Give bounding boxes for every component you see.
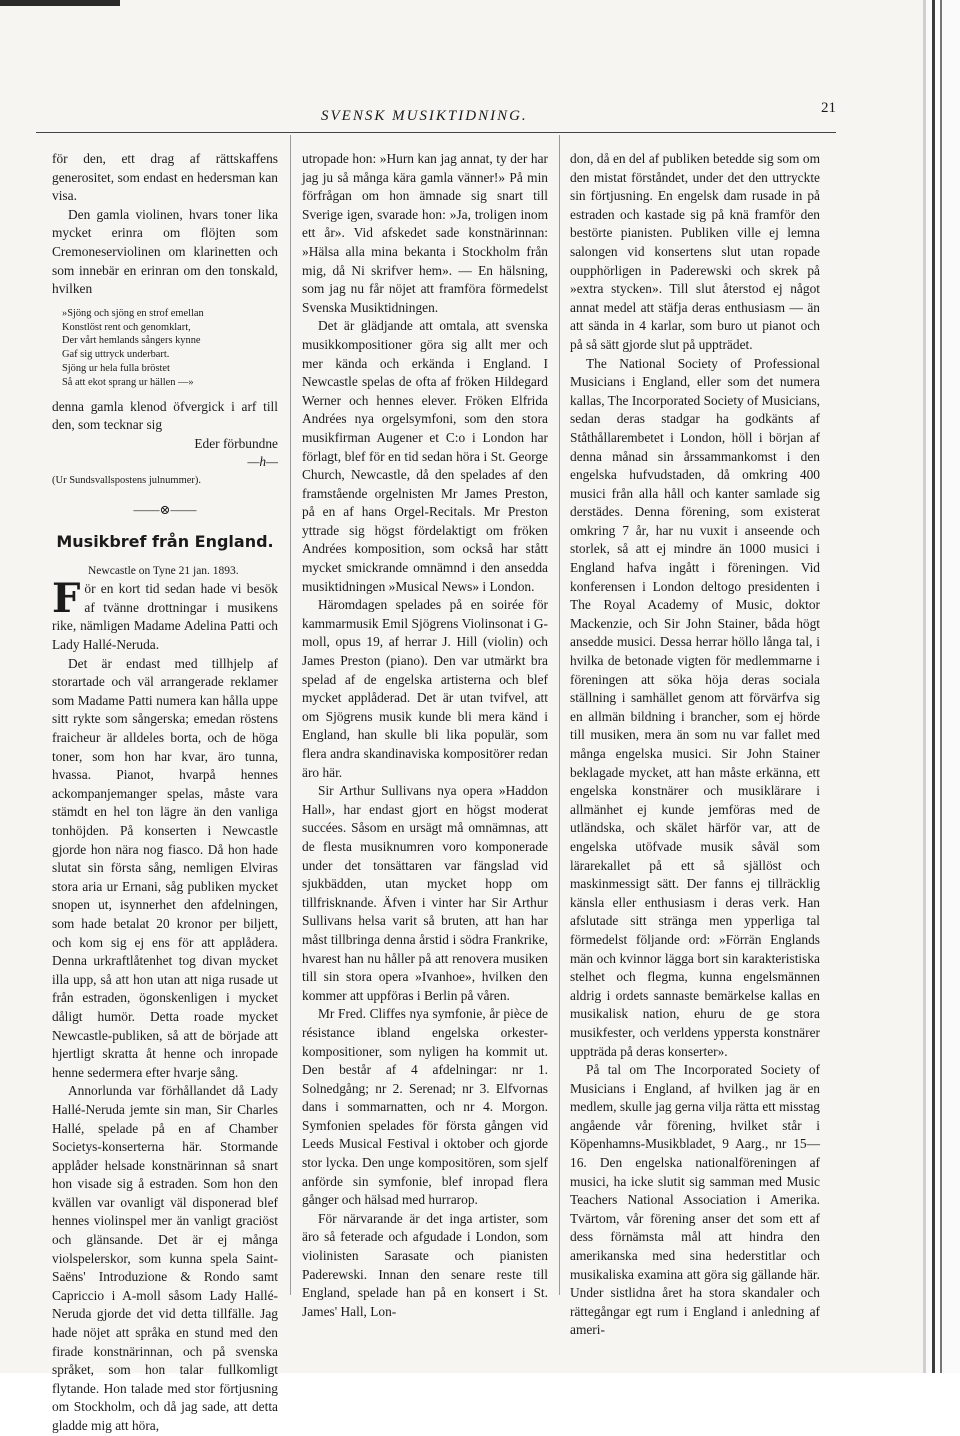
poem-quote <box>62 307 278 390</box>
dateline: Newcastle on Tyne 21 jan. 1893. <box>88 564 239 577</box>
column-2 <box>302 150 548 1321</box>
divider-ornament: ——⊗—— <box>133 501 197 517</box>
signature: Eder förbundne <box>194 435 278 451</box>
column-divider <box>559 135 560 1295</box>
column-divider <box>290 135 291 1295</box>
source-note: (Ur Sundsvallspostens julnummer). <box>52 474 202 486</box>
scan-right-edge <box>923 0 960 1373</box>
poem-line: Så att ekot sprang ur hällen —» <box>62 376 194 388</box>
paragraph: Häromdagen spelades på en soirée för kammarmusik Emil Sjögrens Violinsonat i G-moll, opus 19, af herrar J. Hill (violin) och James Preston (piano). Den var utmärkt bra spelad af de engelska artisterna och blef mycket applåderad. Det är utan tvifvel, att om Sjögrens musik kunde bli mera känd i England, han skulle bli lika populär, som flera andra skandinaviska kompositörer redan äro här. <box>302 597 548 780</box>
poem-line: Konstlöst rent och genomklart, <box>62 321 191 333</box>
paragraph: don, då en del af publiken betedde sig som om den mistat förståndet, under det den uttryckte sin förtjusning. En engelsk dam rusade in på estraden och kastade sig på knä framför den bestörte pianisten. Publiken ville ej lemna salongen vid konsertens slut utan ropade oupphörligen in Paderewski och skrek på »extra stycken». Till slut återstod ej något annat medel att stäfja deras enthusiasm — än att sända in 4 karlar, som buro ut pianot och på så sätt gjorde slut på uppträdet. <box>570 151 820 352</box>
intro-text: för den, ett drag af rättskaffens generositet, som endast en hedersman kan visa. <box>52 151 278 204</box>
paragraph: På tal om The Incorporated Society of Musicians i England, af hvilken jag är en medlem, skulle jag gerna vilja rätta ett misstag angående vår förening, hvilket står i Köpenhamns-Musikbladet, 9 Aarg., nr 15—16. Den engelska nationalföreningen af musici, ha icke slutit sig samman med Music Teachers National Association i Amerika. Tvärtom, vår förening anser det som ett af dess förnämsta mål att hindra den amerikanska med sina hederstitlar och musikaliska examina att göra sig gällande här. Under sistlidna året ha stora skandaler och rättegångar egt rum i England i anledning af ameri- <box>570 1062 820 1338</box>
poem-line: »Sjöng och sjöng en strof emellan <box>62 307 204 319</box>
paragraph: Annorlunda var förhållandet då Lady Hallé-Neruda jemte sin man, Sir Charles Hallé, spelade på en af Chamber Societys-konserterna här. Stormande applåder helsade konstnärinnan så snart hon visade sig å estraden. Som hon den kvällen var ovanligt väl disponerad blef hennes violinspel mer än vanligt graciöst och glänsande. Det är ej många violspelerskor, som kunna spela Saint-Saëns' Introduzione & Rondo samt Capriccio i A-moll såsom Lady Hallé-Neruda gjorde det vid detta tillfälle. Jag hade nöjet att språka en stund med den firade konstnärinnan, och på svenska språket, som hon talar fullkomligt flytande. Hon talade med stor förtjusning om Stockholm, och då jag sade, att detta gladde mig att höra, <box>52 1083 278 1433</box>
author-initials: —h— <box>247 454 278 470</box>
column-3 <box>570 150 820 1340</box>
paragraph: Det är endast med tillhjelp af storartade och väl arrangerade reklamer som Madame Patti numera kan hålla uppe sitt rykte som sångerska; emedan röstens fraicheur är alldeles borta, och de höga toner, som hon har kvar, äro tunna, hvassa. Pianot, hvarpå hennes ackompanjemanger spelas, måste vara stämdt en hel ton lägre än den vanliga tonhöjden. På konserten i Newcastle gjorde hon nära nog fiasco. Då hon hade slutat sin första sång, nemligen Elviras stora aria ur Ernani, såg publiken mycket snopen ut, isynnerhet den afdelningen, som hade betalat 20 kronor per biljett, och kom sig ej ens för att applådera. Denna urkraftlåtenhet tog divan mycket illa upp, så att hon utan att niga rusade ut från estraden, ögonskenligen i mycket dåligt humör. Detta roade mycket Newcastle-publiken, så att de började att hjertligt skratta åt henne och inropade henne sedermera efter hvarje sång. <box>52 655 278 1080</box>
poem-line: Gaf sig uttryck underbart. <box>62 349 170 361</box>
paragraph: Det är glädjande att omtala, att svenska musikkompositioner göra sig allt mer och mer kända och erkända i England. I Newcastle spelas de ofta af fröken Hildegard Werner och hennes elever. Fröken Elfrida Andrées nya orgelsymfoni, som den stora musikfirman Augener et C:o i London har förlagt, blef för en tid sedan höra i St. George Church, Newcastle, då den spelades af den framstående orgelnisten Mr James Preston, på en af hans Orgel-Recitals. Mr Preston yttrade sig högst fördelaktigt om fröken Andrées komposition, som också har stått mycket smickrande omnämnd i den ansedda musiktidningen »Musical News» i London. <box>302 318 548 594</box>
paragraph: Mr Fred. Cliffes nya symfonie, år pièce de résistance ibland engelska orkester-kompositioner, som nyligen ha kommit ut. Den består af 4 afdelningar: nr 1. Solnedgång; nr 2. Serenad; nr 3. Elfvornas dans i sommarnatten, och nr 4. Morgon. Symfonien spelades för första gången vid Leeds Musical Festival i oktober och gjorde stor lycka. Den unge kompositören, som sjelf anförde sin symfonie, blef inropad flera gånger och hälsad med hurrarop. <box>302 1006 548 1208</box>
paragraph: denna gamla klenod öfvergick i arf till den, som tecknar sig <box>52 398 278 433</box>
running-title: SVENSK MUSIKTIDNING. <box>321 108 528 124</box>
paragraph-text: ör en kort tid sedan hade vi besök af tvänne drottningar i musikens rike, nämligen Madame Adelina Patti och Lady Hallé-Neruda. <box>52 581 278 653</box>
paragraph: För närvarande är det inga artister, som äro så feterade och afgudade i London, som violinisten Sarasate och pianisten Paderewski. Innan den senare reste till England, spelade han på en konsert i St. James' Hall, Lon- <box>302 1210 548 1319</box>
paragraph: Sir Arthur Sullivans nya opera »Haddon Hall», har endast gjort en högst moderat succées. Såsom en ursägt må omnämnas, att de flesta musiknumren voro komponerade under det tonsättaren var fängslad vid sjukbädden, utan mycket hopp om tillfrisknande. Äfven i vinter har Sir Arthur Sullivans helsa varit så bruten, att han har måst tillbringa denna årstid i södra Frankrike, hvarest han nu håller på att renovera musiken till sin stora opera »Ivanhoe», hvilken den kommer att uppföras i Berlin på våren. <box>302 783 548 1003</box>
page-number: 21 <box>821 100 836 116</box>
scan-edge-mark <box>0 0 120 6</box>
header-rule <box>36 132 836 133</box>
paragraph: The National Society of Professional Musicians i England, eller som det numera kallas, The Incorporated Society of Musicians, sedan deras stadgar ha godkänts af Ståthållarembetet i London, höll i början af denna månad sin årssammankomst i den engelska hufvudstaden, då omkring 400 musici från alla håll och kanter samlade sig derstädes. Denna förening, som existerat omkring 7 år, har nu vuxit i anseende och storlek, så att ej mindre än 1000 musici i England hafva ingått i föreningen. Vid konferensen i London deltogo presidenten i The Royal Academy of Music, doktor Mackenzie, och Sir John Stainer, båda högt ansedde musici. Dessa herrar höllo långa tal, i hvilka de betonade vigten för medlemmarne i föreningen att söka höja deras sociala ställning i samhället genom att förvärfva sig en allmän bildning i brancher, som ej hörde till musiken, mera än som nu var fallet med många engelska musici. Sir John Stainer beklagade mycket, att han måste erkänna, ett engelska konstnärer och musiklärare i allmänhet ej kunde jemföras med de utländska, och skälet härför var, att de engelska utöfvade musik såväl som lärarekallet på ett så själlöst och maskinmessigt sätt. Der fanns ej tillräcklig känsla eller enthusiasm i deras verk. Han afslutade sitt stränga men ypperliga tal förmedelst följande ord: »Förrän Englands män och kvinnor lägga bort sin karakteristiska stelhet och flegma, kunna engelsmännen aldrig i ordets sannaste bemärkelse kallas en musikalisk nation, ehuru de ge stora musikfester, och verldens yppersta konstnärer uppträda på deras konserter». <box>570 355 821 1059</box>
drop-cap: F <box>52 575 81 623</box>
paragraph: Den gamla violinen, hvars toner lika mycket erinra om flöjten som Cremoneserviolinen om klarinetten och som innebär en erinran om den tonskald, hvilken <box>52 206 278 297</box>
column-1 <box>52 150 278 1436</box>
paragraph <box>52 575 278 654</box>
paragraph: utropade hon: »Hurn kan jag annat, ty der har jag ju så många kära gamla vänner!» På min förfrågan om hon ämnade sig snart till Sverige igen, svarade hon: »Ja, troligen inom ett år». Vid afskedet sade konstnärinnan: »Hälsa alla mina bekanta i Stockholm från mig, då Ni skrifver hem». — En hälsning, som jag nu får nöjet att framföra förmedelst Svenska Musiktidningen. <box>302 151 548 315</box>
article-heading: Musikbref från England. <box>56 532 274 552</box>
poem-line: Der vårt hemlands sångers kynne <box>62 335 201 347</box>
page-header <box>36 100 836 130</box>
poem-line: Sjöng ur hela fulla bröstet <box>62 362 170 374</box>
